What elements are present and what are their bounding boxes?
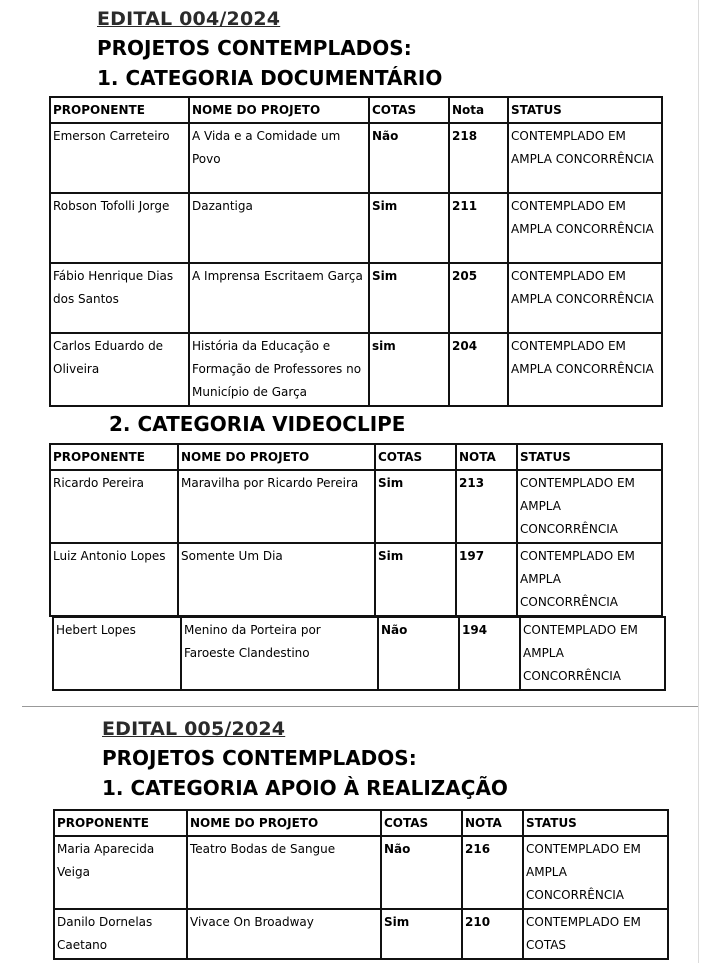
table-row [53,617,665,690]
cell-proponente: Hebert Lopes [53,617,181,690]
table-videoclipe [49,443,663,617]
cell-nota: 205 [449,263,508,333]
table-row [54,909,668,959]
cell-nome-projeto: A Vida e a Comidade um Povo [189,123,369,193]
table-apoio-realizacao [53,809,669,960]
table-header-row [54,810,668,836]
edital-005-heading: EDITAL 005/2024 [102,718,286,740]
cell-nota: 210 [462,909,523,959]
cell-nota: 211 [449,193,508,263]
cell-cotas: sim [369,333,449,406]
cell-status: CONTEMPLADO EM AMPLA CONCORRÊNCIA [508,193,662,263]
table-row [50,333,662,406]
cell-cotas: Sim [375,470,456,543]
cell-nome-projeto: A Imprensa Escritaem Garça [189,263,369,333]
category-apoio-realizacao-heading: 1. CATEGORIA APOIO À REALIZAÇÃO [102,776,508,800]
col-header-proponente: PROPONENTE [50,97,189,123]
table-header-row [50,444,662,470]
table-row [50,193,662,263]
cell-proponente: Emerson Carreteiro [50,123,189,193]
cell-status: CONTEMPLADO EM AMPLA CONCORRÊNCIA [508,263,662,333]
cell-nome-projeto: Dazantiga [189,193,369,263]
cell-cotas: Sim [369,263,449,333]
col-header-status: STATUS [523,810,668,836]
table-row [54,836,668,909]
cell-nota: 197 [456,543,517,616]
col-header-nota: NOTA [462,810,523,836]
table-documentario [49,96,663,407]
cell-proponente: Carlos Eduardo de Oliveira [50,333,189,406]
col-header-status: STATUS [517,444,662,470]
cell-status: CONTEMPLADO EM AMPLA CONCORRÊNCIA [508,123,662,193]
cell-nota: 194 [459,617,520,690]
col-header-cotas: COTAS [375,444,456,470]
col-header-nome-projeto: NOME DO PROJETO [187,810,381,836]
cell-nome-projeto: Maravilha por Ricardo Pereira [178,470,375,543]
col-header-cotas: COTAS [369,97,449,123]
cell-proponente: Ricardo Pereira [50,470,178,543]
cell-nota: 204 [449,333,508,406]
cell-proponente: Fábio Henrique Dias dos Santos [50,263,189,333]
projetos-contemplados-heading-2: PROJETOS CONTEMPLADOS: [102,746,417,770]
table-row [50,123,662,193]
edital-004-heading: EDITAL 004/2024 [97,8,281,30]
cell-nome-projeto: Vivace On Broadway [187,909,381,959]
col-header-nota: Nota [449,97,508,123]
col-header-proponente: PROPONENTE [54,810,187,836]
cell-proponente: Robson Tofolli Jorge [50,193,189,263]
cell-cotas: Sim [381,909,462,959]
cell-nota: 216 [462,836,523,909]
cell-nome-projeto: Menino da Porteira por Faroeste Clandestino [181,617,378,690]
col-header-nota: NOTA [456,444,517,470]
cell-cotas: Sim [369,193,449,263]
section-divider [22,706,698,707]
cell-nota: 213 [456,470,517,543]
col-header-nome-projeto: NOME DO PROJETO [189,97,369,123]
table-videoclipe-continued [52,616,666,691]
cell-status: CONTEMPLADO EM AMPLA CONCORRÊNCIA [508,333,662,406]
cell-status: CONTEMPLADO EM AMPLA CONCORRÊNCIA [517,543,662,616]
cell-cotas: Não [378,617,459,690]
cell-status: CONTEMPLADO EM AMPLA CONCORRÊNCIA [523,836,668,909]
table-row [50,543,662,616]
col-header-proponente: PROPONENTE [50,444,178,470]
cell-nota: 218 [449,123,508,193]
projetos-contemplados-heading-1: PROJETOS CONTEMPLADOS: [97,36,412,60]
page-edge-line [698,0,699,963]
cell-nome-projeto: Teatro Bodas de Sangue [187,836,381,909]
table-row [50,470,662,543]
cell-proponente: Maria Aparecida Veiga [54,836,187,909]
cell-cotas: Não [381,836,462,909]
cell-status: CONTEMPLADO EM COTAS [523,909,668,959]
cell-proponente: Luiz Antonio Lopes [50,543,178,616]
table-row [50,263,662,333]
cell-cotas: Sim [375,543,456,616]
category-documentario-heading: 1. CATEGORIA DOCUMENTÁRIO [97,66,443,90]
cell-status: CONTEMPLADO EM AMPLA CONCORRÊNCIA [517,470,662,543]
table-header-row [50,97,662,123]
cell-cotas: Não [369,123,449,193]
cell-proponente: Danilo Dornelas Caetano [54,909,187,959]
cell-status: CONTEMPLADO EM AMPLA CONCORRÊNCIA [520,617,665,690]
col-header-cotas: COTAS [381,810,462,836]
cell-nome-projeto: Somente Um Dia [178,543,375,616]
cell-nome-projeto: História da Educação e Formação de Professores no Município de Garça [189,333,369,406]
category-videoclipe-heading: 2. CATEGORIA VIDEOCLIPE [109,412,406,436]
col-header-nome-projeto: NOME DO PROJETO [178,444,375,470]
col-header-status: STATUS [508,97,662,123]
